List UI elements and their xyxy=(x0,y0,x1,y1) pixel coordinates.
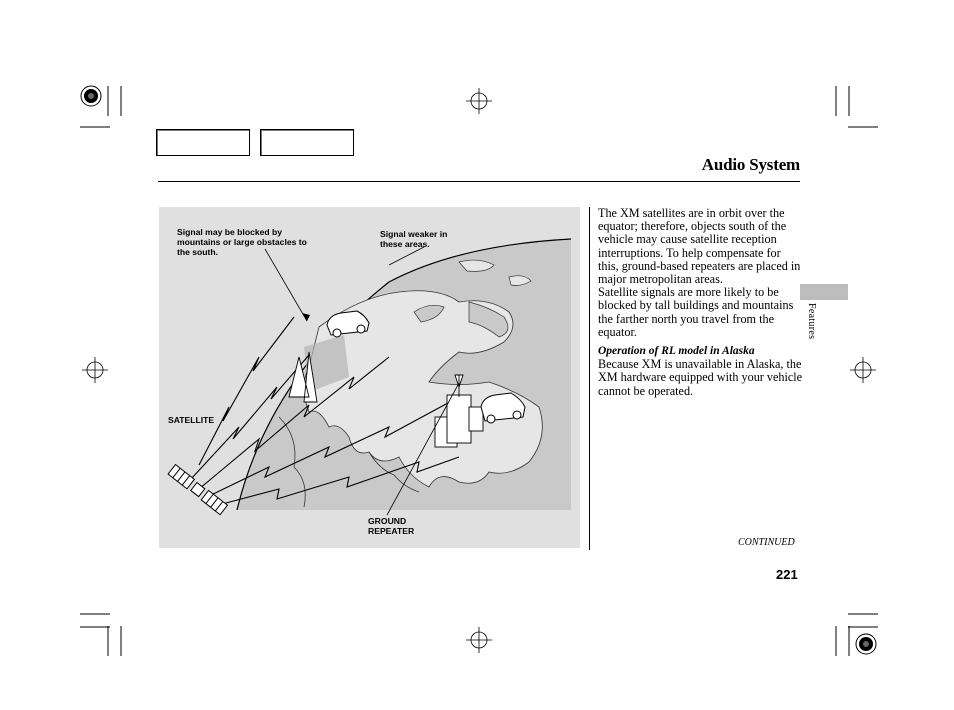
page-number: 221 xyxy=(776,567,798,582)
label-ground-repeater: GROUND REPEATER xyxy=(368,516,415,536)
column-divider xyxy=(589,207,590,550)
nav-tab-index[interactable] xyxy=(260,129,354,156)
header-rule xyxy=(158,181,800,182)
car-north-icon xyxy=(327,311,369,337)
satellite-coverage-illustration xyxy=(159,207,580,548)
paragraph-satellite-orbit: The XM satellites are in orbit over the equator; therefore, objects south of the vehicle may cause satellite reception interruptions. To help compensate for this, ground-based repeaters are placed in major metropolitan areas. xyxy=(598,206,801,287)
paragraph-alaska: Because XM is unavailable in Alaska, the XM hardware equipped with your vehicle cannot be operated. xyxy=(598,357,803,398)
body-text xyxy=(598,207,803,398)
registration-burst-bottom-right xyxy=(856,634,876,654)
subheading-alaska: Operation of RL model in Alaska xyxy=(598,345,755,358)
section-tab-label: Features xyxy=(806,303,817,340)
continued-note: CONTINUED xyxy=(738,537,795,548)
section-tab[interactable] xyxy=(800,284,848,300)
registration-burst-top-left xyxy=(81,86,101,106)
page-title: Audio System xyxy=(701,155,800,174)
label-signal-weaker: Signal weaker in these areas. xyxy=(380,229,448,249)
label-signal-blocked: Signal may be blocked by mountains or large obstacles to the south. xyxy=(177,227,307,257)
label-satellite: SATELLITE xyxy=(168,415,215,425)
nav-tab-main-menu[interactable] xyxy=(156,129,250,156)
paragraph-signal-blocking: Satellite signals are more likely to be blocked by tall buildings and mountains the farther north you travel from the equator. xyxy=(598,285,794,339)
satellite-diagram xyxy=(159,207,580,548)
